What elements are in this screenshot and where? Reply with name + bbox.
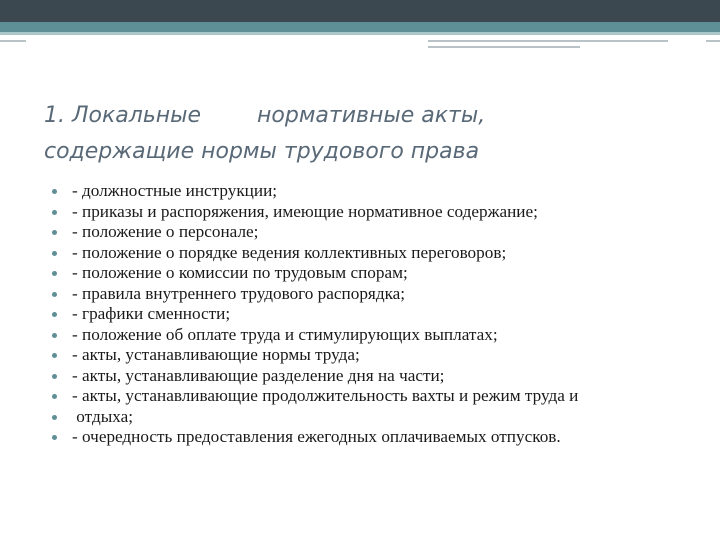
slide-title xyxy=(44,98,684,170)
bullet-dot-icon xyxy=(52,333,57,338)
list-item xyxy=(52,304,692,325)
slide-title-line-2: содержащие нормы трудового права xyxy=(44,139,480,164)
header-band-teal-light xyxy=(0,32,720,35)
list-item xyxy=(52,427,692,448)
accent-line-center xyxy=(428,40,668,42)
bullet-dot-icon xyxy=(52,353,57,358)
list-item-text: - акты, устанавливающие нормы труда; xyxy=(72,345,360,364)
list-item xyxy=(52,181,692,202)
list-item xyxy=(52,263,692,284)
header-band-teal xyxy=(0,22,720,32)
list-item xyxy=(52,284,692,305)
list-item xyxy=(52,202,692,223)
accent-line-right xyxy=(706,40,720,42)
bullet-dot-icon xyxy=(52,312,57,317)
accent-line-center-lower xyxy=(428,46,580,48)
bullet-dot-icon xyxy=(52,374,57,379)
list-item xyxy=(52,325,692,346)
slide-title-line-1: 1. Локальные нормативные акты, xyxy=(44,103,486,128)
list-item-text: - должностные инструкции; xyxy=(72,181,278,200)
list-item-text: - графики сменности; xyxy=(72,304,231,323)
bullet-list xyxy=(52,181,692,448)
bullet-dot-icon xyxy=(52,292,57,297)
list-item-text: - очередность предоставления ежегодных оплачиваемых отпусков. xyxy=(72,427,561,446)
bullet-dot-icon xyxy=(52,271,57,276)
list-item xyxy=(52,345,692,366)
list-item xyxy=(52,243,692,264)
list-item xyxy=(52,407,692,428)
list-item-text: - акты, устанавливающие разделение дня на части; xyxy=(72,365,445,385)
list-item xyxy=(52,366,692,387)
list-item xyxy=(52,222,692,243)
accent-line-left xyxy=(0,40,26,42)
bullet-dot-icon xyxy=(52,230,57,235)
bullet-dot-icon xyxy=(52,189,57,194)
list-item-text: - положение о комиссии по трудовым спорам; xyxy=(72,263,408,282)
bullet-dot-icon xyxy=(52,435,57,440)
list-item-text: - положение о персонале; xyxy=(72,222,259,241)
list-item-text: - акты, устанавливающие продолжительность вахты и режим труда и xyxy=(72,386,579,405)
list-item-text: - правила внутреннего трудового распорядка; xyxy=(72,283,406,303)
list-item-text: отдыха; xyxy=(72,406,134,426)
list-item-text: - положение об оплате труда и стимулирующих выплатах; xyxy=(72,324,498,344)
header-band-dark xyxy=(0,0,720,22)
list-item-text: - приказы и распоряжения, имеющие нормативное содержание; xyxy=(72,201,538,221)
bullet-dot-icon xyxy=(52,210,57,215)
list-item xyxy=(52,386,692,407)
bullet-dot-icon xyxy=(52,415,57,420)
bullet-dot-icon xyxy=(52,394,57,399)
bullet-dot-icon xyxy=(52,251,57,256)
list-item-text: - положение о порядке ведения коллективных переговоров; xyxy=(72,242,507,262)
